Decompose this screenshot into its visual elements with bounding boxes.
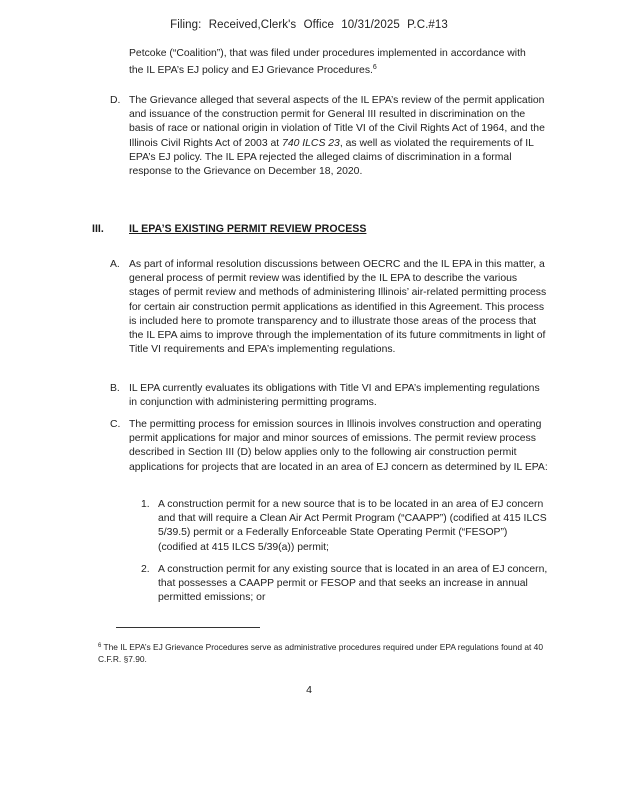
footnote-number: 6 — [98, 643, 102, 649]
continued-paragraph — [129, 47, 541, 78]
item-d-text-2: , as well as violated the requirements of IL EPA’s EJ policy. The IL EPA rejected the alleged claims of discrimination in a formal response to the Grievance on December 18, 2020. — [129, 137, 534, 178]
item-d-letter: D. — [110, 95, 121, 106]
page-number: 4 — [306, 684, 312, 696]
item-d-citation: 740 ILCS 23 — [282, 137, 340, 149]
item-b-letter: B. — [110, 383, 120, 394]
continued-paragraph-text: Petcoke (“Coalition”), that was filed under procedures implemented in accordance with the IL EPA’s EJ policy and EJ Grievance Procedures. — [129, 48, 526, 77]
item-a-paragraph: As part of informal resolution discussions between OECRC and the IL EPA in this matter, a general process of permit review was identified by the IL EPA to describe the various stages of permit review and methods of administering Illinois’ air-related permitting process for certain air construction permit applications as identified in this Agreement. This process is included here to promote transparency and to illustrate those areas of the process that the IL EPA aims to improve through the implementation of its future commitments in light of Title VI requirements and EPA’s implementing regulations. — [129, 259, 547, 356]
item-d-paragraph — [129, 94, 551, 179]
item-c-letter: C. — [110, 419, 121, 430]
footnote-separator — [116, 627, 260, 628]
item-c-paragraph: The permitting process for emission sources in Illinois involves construction and operating permit applications for major and minor sources of emissions. The permit review process described in Section III (D) below applies only to the following air construction permit applications for projects that are located in an area of EJ concern as determined by IL EPA: — [129, 419, 548, 473]
subitem-2-text: A construction permit for any existing source that is located in an area of EJ concern, that possesses a CAAPP permit or FESOP and that seeks an increase in annual permitted emissions; or — [158, 564, 548, 604]
item-b-paragraph: IL EPA currently evaluates its obligations with Title VI and EPA’s implementing regulations in conjunction with administering permitting programs. — [129, 383, 540, 409]
subitem-2-number: 2. — [141, 564, 150, 575]
footnote-ref: 6 — [372, 64, 377, 72]
item-a-letter: A. — [110, 259, 120, 270]
filing-stamp: Filing: Received,Clerk's Office 10/31/2025 P.C.#13 — [170, 19, 448, 31]
section-heading: IL EPA’S EXISTING PERMIT REVIEW PROCESS — [129, 223, 367, 235]
subitem-1-number: 1. — [141, 499, 150, 510]
item-d-text-1: The Grievance alleged that several aspects of the IL EPA’s review of the permit application and issuance of the construction permit for General III resulted in discrimination on the basis of race or national origin in violation of Title VI of the Civil Rights Act of 1964, and the Illinois Civil Rights Act of 2003 at — [129, 95, 545, 149]
subitem-1-text: A construction permit for a new source that is to be located in an area of EJ concern and that will require a Clean Air Act Permit Program (“CAAPP”) (codified at 415 ILCS 5/39.5) permit or a Federally Enforceable State Operating Permit (“FESOP”) (codified at 415 ILCS 5/39(a)) permit; — [158, 499, 547, 553]
footnote-text: The IL EPA’s EJ Grievance Procedures serve as administrative procedures required under EPA regulations found at 40 C.F.R. §7.90. — [98, 642, 543, 664]
footnote — [98, 640, 548, 665]
section-number: III. — [92, 223, 104, 235]
